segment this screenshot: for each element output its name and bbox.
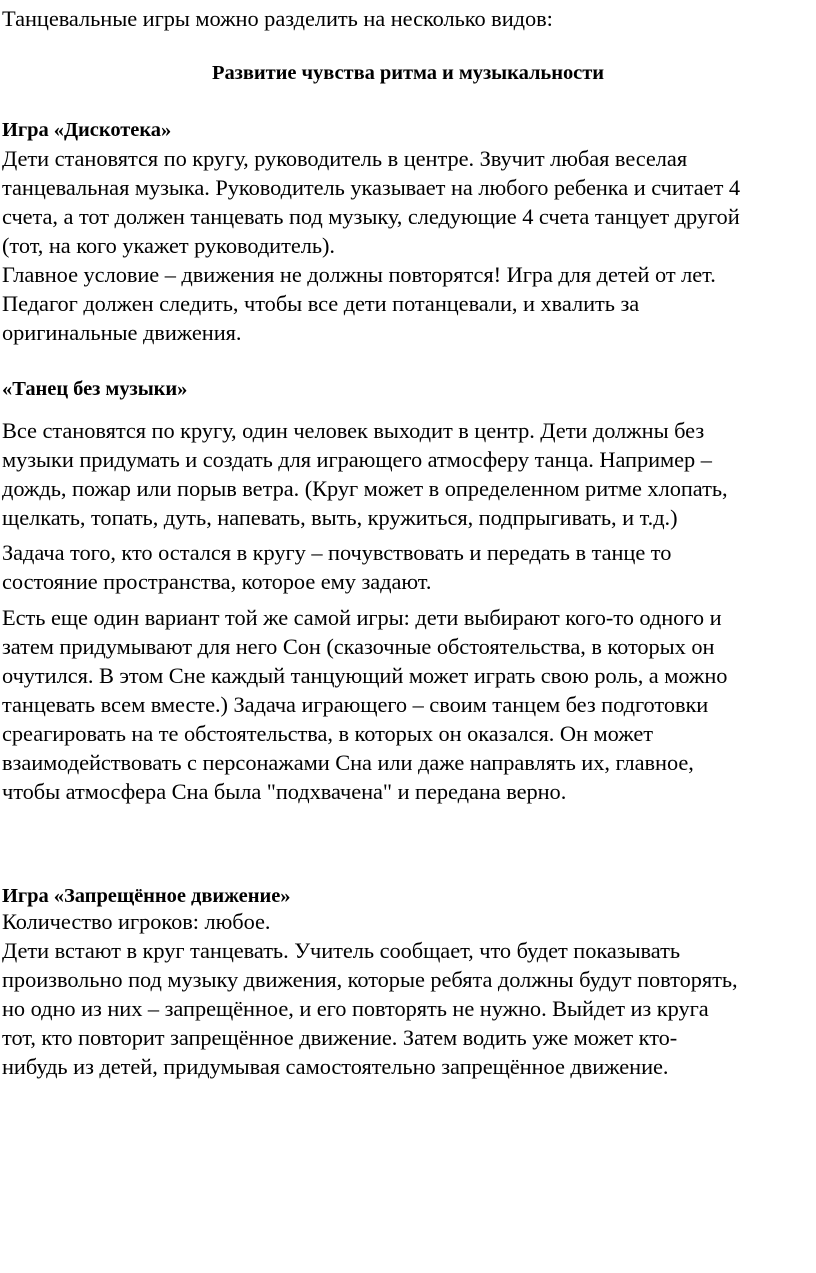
game1-title: Игра «Дискотека» [2, 119, 172, 141]
game2-line: взаимодействовать с персонажами Сна или даже направлять их, главное, [2, 750, 694, 775]
game3-line: произвольно под музыку движения, которые ребята должны будут повторять, [2, 967, 738, 992]
game2-title: «Танец без музыки» [2, 378, 188, 400]
game2-line: Все становятся по кругу, один человек выходит в центр. Дети должны без [2, 418, 705, 443]
intro-line: Танцевальные игры можно разделить на несколько видов: [2, 6, 553, 31]
game2-line: танцевать всем вместе.) Задача играющего – своим танцем без подготовки [2, 692, 709, 717]
section-title: Развитие чувства ритма и музыкальности [211, 62, 605, 84]
game1-line: Педагог должен следить, чтобы все дети потанцевали, и хвалить за [2, 291, 640, 316]
game2-line: щелкать, топать, дуть, напевать, выть, кружиться, подпрыгивать, и т.д.) [2, 505, 678, 530]
game2-line: Есть еще один вариант той же самой игры: дети выбирают кого-то одного и [2, 605, 722, 630]
game2-line: состояние пространства, которое ему задают. [2, 569, 432, 594]
game2-line: Задача того, кто остался в кругу – почувствовать и передать в танце то [2, 540, 672, 565]
game2-line: чтобы атмосфера Сна была "подхвачена" и передана верно. [2, 779, 567, 804]
game1-line: оригинальные движения. [2, 320, 242, 345]
game2-line: среагировать на те обстоятельства, в которых он оказался. Он может [2, 721, 653, 746]
game1-line: Дети становятся по кругу, руководитель в центре. Звучит любая веселая [2, 146, 688, 171]
game2-paragraph-2 [2, 538, 816, 596]
game3-title: Игра «Запрещённое движение» [2, 885, 291, 907]
game1-line: счета, а тот должен танцевать под музыку, следующие 4 счета танцует другой [2, 204, 740, 229]
game2-paragraph-1 [2, 416, 816, 532]
game3-line: Дети встают в круг танцевать. Учитель сообщает, что будет показывать [2, 938, 680, 963]
game1-line: Главное условие – движения не должны повторятся! Игра для детей от лет. [2, 262, 716, 287]
game2-line: музыки придумать и создать для играющего атмосферу танца. Например – [2, 447, 712, 472]
game1-body [2, 144, 816, 347]
game1-line: (тот, на кого укажет руководитель). [2, 233, 335, 258]
game2-line: затем придумывают для него Сон (сказочные обстоятельства, в которых он [2, 634, 715, 659]
game3-line: нибудь из детей, придумывая самостоятельно запрещённое движение. [2, 1054, 669, 1079]
game2-line: очутился. В этом Сне каждый танцующий может играть свою роль, а можно [2, 663, 728, 688]
game1-line: танцевальная музыка. Руководитель указывает на любого ребенка и считает 4 [2, 175, 740, 200]
game3-line: Количество игроков: любое. [2, 909, 271, 934]
game3-line: но одно из них – запрещённое, и его повторять не нужно. Выйдет из круга [2, 996, 709, 1021]
game2-line: дождь, пожар или порыв ветра. (Круг может в определенном ритме хлопать, [2, 476, 728, 501]
game3-body [2, 907, 816, 1081]
game2-paragraph-3 [2, 603, 816, 806]
game3-line: тот, кто повторит запрещённое движение. Затем водить уже может кто- [2, 1025, 678, 1050]
